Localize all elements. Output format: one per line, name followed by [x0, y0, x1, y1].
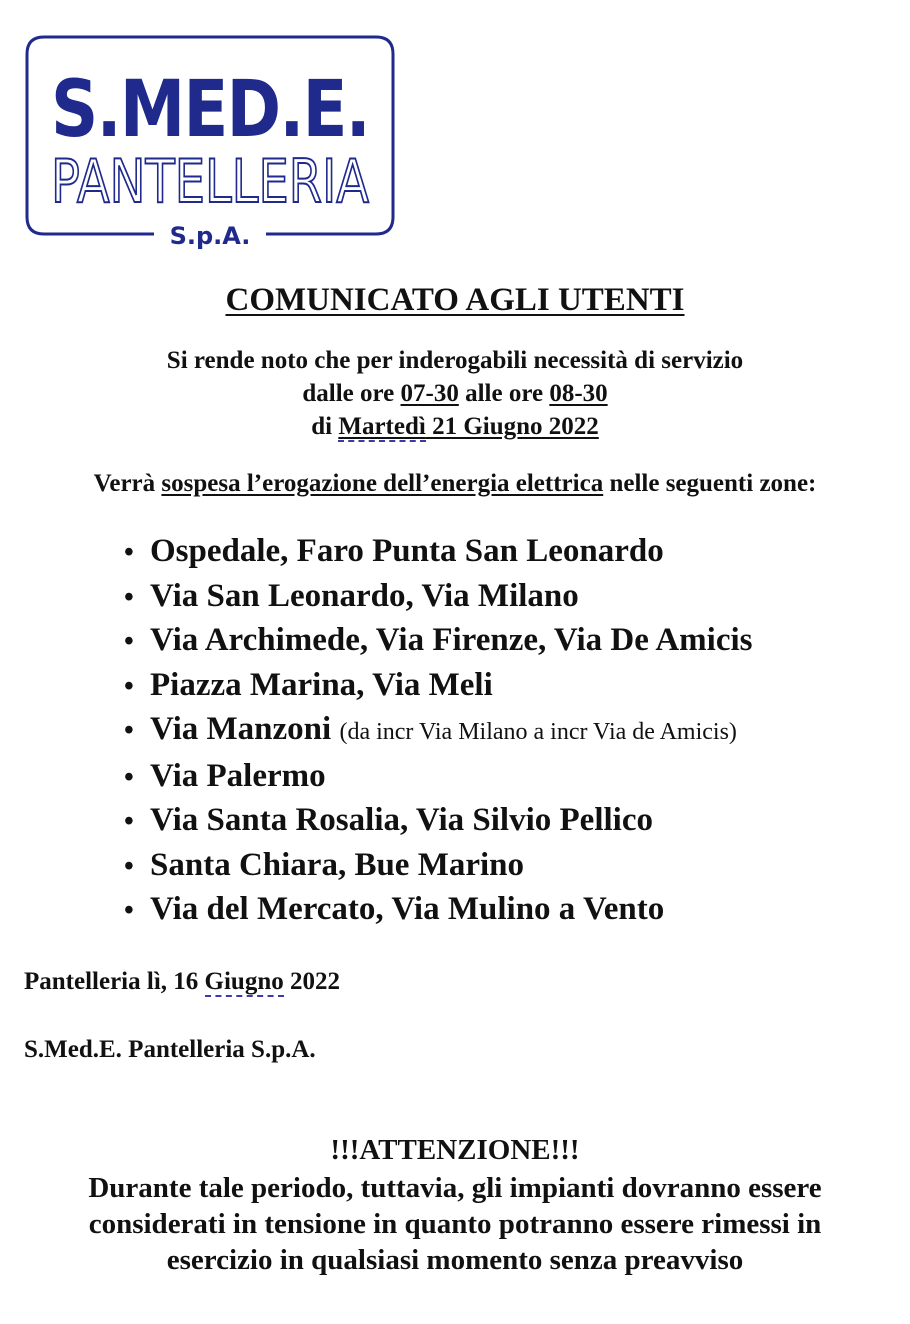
bullet-icon: • — [124, 850, 134, 882]
list-item — [124, 844, 884, 889]
outage-date: 21 Giugno 2022 — [425, 413, 599, 440]
signature: S.Med.E. Pantelleria S.p.A. — [24, 1036, 316, 1063]
bullet-icon: • — [124, 626, 134, 657]
zone-list — [124, 530, 884, 933]
zone-name: Piazza Marina, Via Meli — [150, 666, 493, 703]
zone-note: (da incr Via Milano a incr Via de Amicis) — [339, 719, 737, 745]
zone-name: Via Palermo — [150, 757, 326, 794]
zones-intro-highlight: sospesa l’erogazione dell’energia elettrica — [161, 470, 604, 497]
intro-date-prefix: di — [311, 413, 339, 440]
list-item — [124, 799, 884, 844]
notice-title: COMUNICATO AGLI UTENTI — [225, 282, 685, 318]
place-date-prefix: Pantelleria lì, 16 — [24, 968, 205, 995]
zone-name: Via San Leonardo, Via Milano — [150, 577, 579, 614]
zone-name: Via del Mercato, Via Mulino a Vento — [150, 891, 665, 927]
bullet-icon: • — [124, 761, 134, 793]
zone-name: Via Santa Rosalia, Via Silvio Pellico — [150, 802, 653, 838]
zones-intro-prefix: Verrà — [93, 470, 162, 497]
bullet-icon: • — [124, 895, 134, 926]
bullet-icon: • — [124, 670, 134, 702]
zone-name: Santa Chiara, Bue Marino — [150, 846, 525, 883]
bullet-icon: • — [124, 715, 134, 746]
place-date-month: Giugno — [204, 968, 284, 995]
place-date-year: 2022 — [283, 968, 340, 995]
list-item — [124, 708, 884, 755]
zones-intro-suffix: nelle seguenti zone: — [603, 470, 817, 497]
zone-name: Ospedale, Faro Punta San Leonardo — [150, 533, 664, 569]
list-item — [124, 888, 884, 933]
attention-line-3: esercizio in qualsiasi momento senza preavviso — [166, 1244, 744, 1276]
zone-name: Via Archimede, Via Firenze, Via De Amicis — [150, 622, 753, 658]
attention-body — [30, 1170, 880, 1278]
intro-line-3 — [0, 410, 910, 443]
attention-line-1: Durante tale periodo, tuttavia, gli impianti dovranno essere — [88, 1172, 822, 1204]
intro-line-1: Si rende noto che per inderogabili necessità di servizio — [166, 347, 744, 374]
intro-line-2 — [0, 377, 910, 410]
attention-title: !!!ATTENZIONE!!! — [330, 1134, 580, 1166]
end-time: 08-30 — [549, 380, 608, 407]
zone-name: Via Manzoni — [150, 711, 332, 747]
intro-from-label: dalle ore — [302, 380, 401, 407]
place-and-date — [24, 968, 340, 996]
list-item — [124, 755, 884, 800]
list-item — [124, 575, 884, 620]
company-logo — [24, 34, 396, 248]
bullet-icon: • — [124, 806, 134, 837]
start-time: 07-30 — [400, 380, 459, 407]
list-item — [124, 664, 884, 709]
zones-intro — [0, 470, 910, 498]
logo-line-smede: S.MED.E. — [51, 65, 369, 155]
weekday: Martedì — [338, 413, 426, 440]
list-item — [124, 530, 884, 575]
bullet-icon: • — [124, 581, 134, 613]
bullet-icon: • — [124, 537, 134, 568]
list-item — [124, 619, 884, 664]
intro-to-label: alle ore — [458, 380, 550, 407]
logo-line-pantelleria: PANTELLERIA — [51, 147, 369, 217]
notice-intro — [0, 344, 910, 443]
attention-line-2: considerati in tensione in quanto potranno essere rimessi in — [88, 1208, 822, 1240]
logo-line-spa: S.p.A. — [169, 222, 251, 250]
